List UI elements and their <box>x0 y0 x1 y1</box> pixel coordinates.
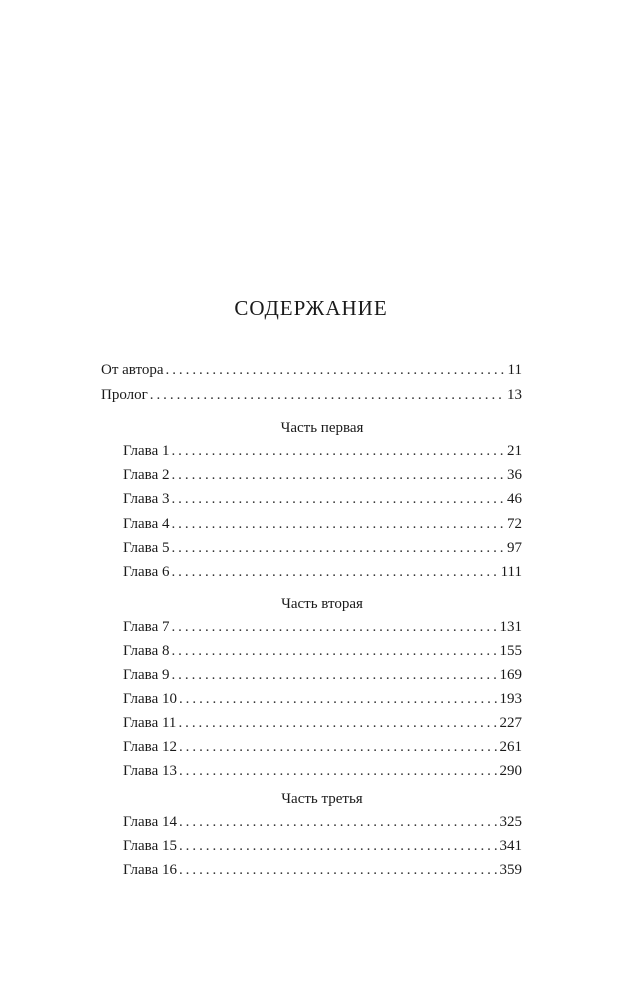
toc-entry-author[interactable] <box>101 360 522 380</box>
toc-page: 155 <box>499 643 522 659</box>
toc-entry-chapter[interactable] <box>123 617 522 637</box>
toc-label: Глава 16 <box>123 862 177 878</box>
toc-page: 290 <box>499 763 522 779</box>
toc-page: 36 <box>507 467 522 483</box>
toc-page: 227 <box>499 715 522 731</box>
toc-page: 341 <box>499 838 522 854</box>
toc-entry-chapter[interactable] <box>123 562 522 582</box>
toc-page: 11 <box>507 362 522 378</box>
leader-dots <box>150 385 505 405</box>
toc-label: Глава 9 <box>123 667 170 683</box>
part-title: Часть третья <box>281 791 363 807</box>
toc-label: Глава 2 <box>123 467 170 483</box>
leader-dots <box>171 665 497 685</box>
toc-page: 193 <box>499 691 522 707</box>
toc-entry-chapter[interactable] <box>123 836 522 856</box>
toc-label: Глава 11 <box>123 715 177 731</box>
leader-dots <box>178 713 497 733</box>
toc-label: Глава 6 <box>123 564 170 580</box>
toc-entry-chapter[interactable] <box>123 489 522 509</box>
toc-entry-chapter[interactable] <box>123 465 522 485</box>
toc-page: 261 <box>499 739 522 755</box>
toc-page: 13 <box>507 387 522 403</box>
toc-label: Глава 3 <box>123 491 170 507</box>
leader-dots <box>171 617 497 637</box>
toc-label: Глава 5 <box>123 540 170 556</box>
toc-label: Глава 15 <box>123 838 177 854</box>
toc-label: Пролог <box>101 387 148 403</box>
leader-dots <box>171 465 505 485</box>
toc-label: Глава 1 <box>123 443 170 459</box>
toc-page: 111 <box>500 564 522 580</box>
toc-entry-chapter[interactable] <box>123 641 522 661</box>
leader-dots <box>179 836 498 856</box>
leader-dots <box>179 812 498 832</box>
toc-page: 359 <box>499 862 522 878</box>
toc-label: Глава 8 <box>123 643 170 659</box>
leader-dots <box>166 360 506 380</box>
leader-dots <box>179 689 498 709</box>
toc-entry-chapter[interactable] <box>123 538 522 558</box>
toc-label: Глава 14 <box>123 814 177 830</box>
toc-page: 325 <box>499 814 522 830</box>
toc-entry-chapter[interactable] <box>123 812 522 832</box>
toc-entry-chapter[interactable] <box>123 665 522 685</box>
toc-entry-chapter[interactable] <box>123 689 522 709</box>
part-title: Часть первая <box>280 420 364 436</box>
leader-dots <box>171 514 505 534</box>
toc-entry-chapter[interactable] <box>123 737 522 757</box>
toc-page: 97 <box>507 540 522 556</box>
leader-dots <box>171 441 505 461</box>
toc-entry-chapter[interactable] <box>123 514 522 534</box>
toc-label: Глава 13 <box>123 763 177 779</box>
leader-dots <box>179 737 498 757</box>
leader-dots <box>179 860 498 880</box>
toc-label: Глава 10 <box>123 691 177 707</box>
toc-page: 72 <box>507 516 522 532</box>
toc-page: 131 <box>499 619 522 635</box>
toc-page: 169 <box>499 667 522 683</box>
toc-label: От автора <box>101 362 164 378</box>
toc-page: 46 <box>507 491 522 507</box>
toc-page: 21 <box>507 443 522 459</box>
leader-dots <box>171 641 497 661</box>
leader-dots <box>171 538 505 558</box>
leader-dots <box>171 489 505 509</box>
leader-dots <box>171 562 498 582</box>
toc-label: Глава 12 <box>123 739 177 755</box>
part-title: Часть вторая <box>281 596 363 612</box>
toc-entry-chapter[interactable] <box>123 441 522 461</box>
toc-entry-chapter[interactable] <box>123 713 522 733</box>
toc-entry-chapter[interactable] <box>123 860 522 880</box>
toc-entry-chapter[interactable] <box>123 761 522 781</box>
toc-entry-prologue[interactable] <box>101 385 522 405</box>
toc-label: Глава 7 <box>123 619 170 635</box>
leader-dots <box>179 761 498 781</box>
page-title: СОДЕРЖАНИЕ <box>234 296 388 320</box>
toc-label: Глава 4 <box>123 516 170 532</box>
